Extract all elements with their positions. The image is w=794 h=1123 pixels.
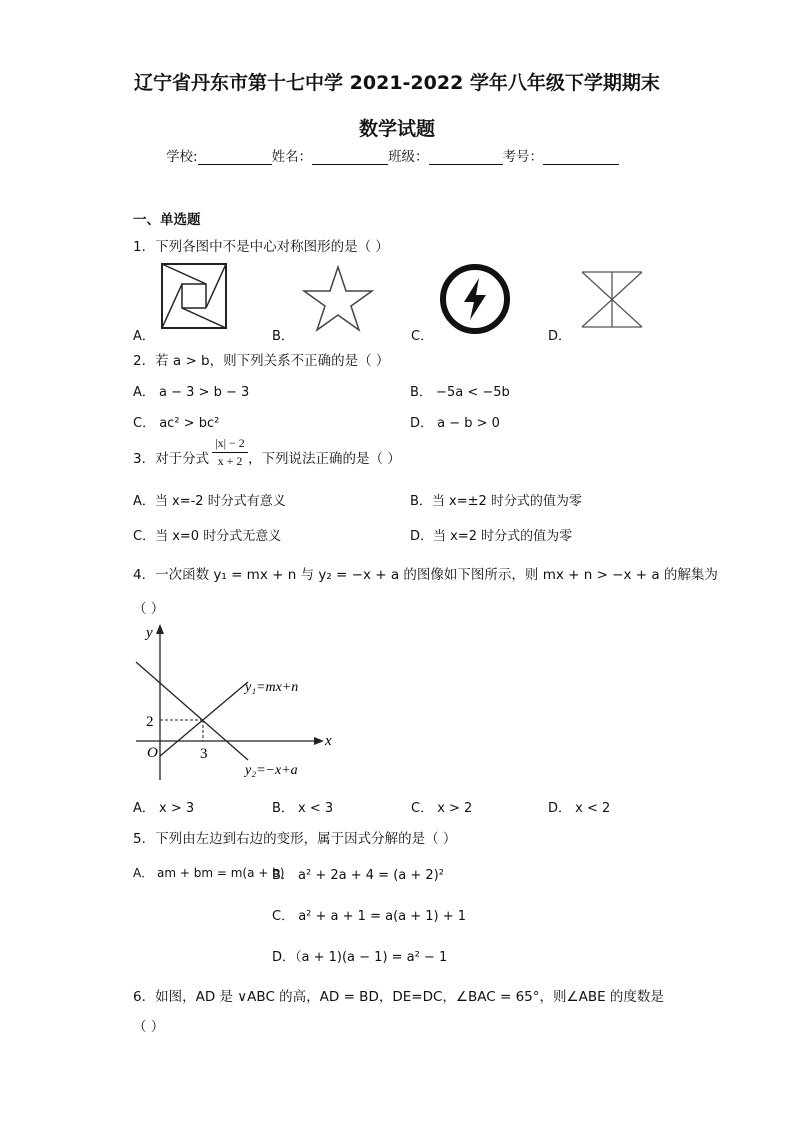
q3-numerator: |x| − 2 <box>212 436 248 453</box>
name-field[interactable] <box>312 151 388 165</box>
school-field[interactable] <box>198 151 272 165</box>
q5-option-a[interactable]: A． am + bm = m(a + b) <box>133 866 285 880</box>
q1-option-a[interactable]: A． <box>133 329 155 344</box>
page-title: 辽宁省丹东市第十七中学 2021-2022 学年八年级下学期期末 <box>134 72 660 94</box>
q4-option-a[interactable]: A． x > 3 <box>133 801 195 816</box>
q5-option-c[interactable]: C． a² + a + 1 = a(a + 1) + 1 <box>272 909 467 924</box>
q2-option-b[interactable]: B． −5a < −5b <box>410 385 510 400</box>
q3-fraction <box>212 436 248 469</box>
y-axis-label: y <box>146 625 153 641</box>
q1-figure-a-pinwheel-square <box>160 262 230 332</box>
q4-option-d[interactable]: D． x < 2 <box>548 801 611 816</box>
info-line <box>166 145 619 165</box>
q2-stem: 2．若 a > b，则下列关系不正确的是（ ） <box>133 353 390 369</box>
line-y1-label: y₁=mx+n <box>245 680 299 695</box>
x-axis-arrow-icon <box>314 737 324 745</box>
q5-stem: 5．下列由左边到右边的变形，属于因式分解的是（ ） <box>133 831 457 847</box>
x-axis-label: x <box>325 733 332 749</box>
number-label: 考号： <box>502 149 544 165</box>
q2-option-c[interactable]: C． ac² > bc² <box>133 416 220 431</box>
line-y2-label: y₂=−x+a <box>245 763 298 778</box>
origin-label: O <box>147 745 158 761</box>
class-label: 班级： <box>388 149 429 165</box>
q4-paren: （ ） <box>133 601 165 617</box>
section-heading: 一、单选题 <box>133 212 201 228</box>
q1-option-d[interactable]: D． <box>548 329 572 344</box>
y-tick-label: 2 <box>146 714 154 730</box>
page-subtitle: 数学试题 <box>358 118 435 140</box>
school-label: 学校: <box>166 149 198 165</box>
q1-option-b[interactable]: B． <box>272 329 294 344</box>
q3-prefix: 3．对于分式 <box>133 451 210 467</box>
q2-option-a[interactable]: A． a − 3 > b − 3 <box>133 385 250 400</box>
class-field[interactable] <box>429 151 503 165</box>
q3-suffix: ，下列说法正确的是（ ） <box>248 451 401 467</box>
line-y1 <box>160 682 248 756</box>
q3-option-c[interactable]: C．当 x=0 时分式无意义 <box>133 529 282 544</box>
q4-stem: 4．一次函数 y₁ = mx + n 与 y₂ = −x + a 的图像如下图所示，则 mx + n > −x + a 的解集为 <box>133 567 718 583</box>
q1-option-c[interactable]: C． <box>411 329 434 344</box>
q6-paren: （ ） <box>133 1019 165 1035</box>
q4-graph <box>130 620 340 785</box>
y-axis-arrow-icon <box>156 624 164 634</box>
number-field[interactable] <box>543 151 619 165</box>
q3-option-d[interactable]: D．当 x=2 时分式的值为零 <box>410 529 573 544</box>
q5-option-b[interactable]: B． a² + 2a + 4 = (a + 2)² <box>272 868 444 883</box>
q1-figure-d-hourglass <box>580 270 644 330</box>
q3-option-a[interactable]: A．当 x=-2 时分式有意义 <box>133 494 286 509</box>
q5-option-d[interactable]: D．（a + 1)(a − 1) = a² − 1 <box>272 950 448 965</box>
q3-option-b[interactable]: B．当 x=±2 时分式的值为零 <box>410 494 582 509</box>
name-label: 姓名： <box>271 149 313 165</box>
q1-stem: 1．下列各图中不是中心对称图形的是（ ） <box>133 239 389 255</box>
q4-option-c[interactable]: C． x > 2 <box>411 801 473 816</box>
q1-figure-b-star <box>302 264 374 332</box>
q2-option-d[interactable]: D． a − b > 0 <box>410 416 500 431</box>
q6-stem: 6．如图，AD 是 ∨ABC 的高，AD = BD，DE=DC，∠BAC = 65°，则∠ABE 的度数是 <box>133 989 664 1005</box>
q4-option-b[interactable]: B． x < 3 <box>272 801 334 816</box>
x-tick-label: 3 <box>200 746 208 762</box>
q1-figure-c-lightning-circle <box>438 262 512 336</box>
q3-denominator: x + 2 <box>217 454 243 468</box>
